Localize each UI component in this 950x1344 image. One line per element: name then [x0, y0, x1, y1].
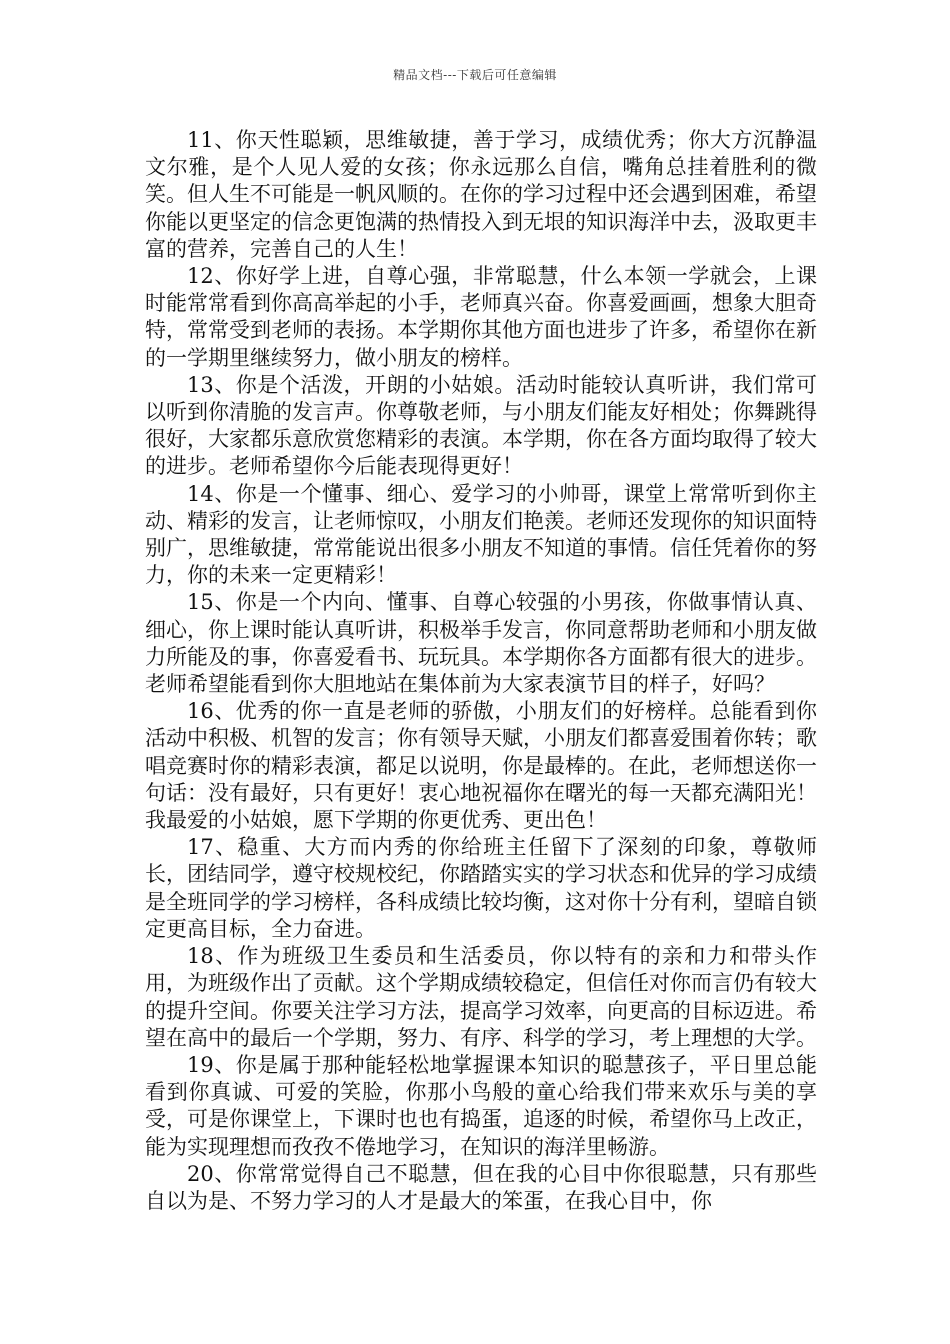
comment-paragraph-15: 15、你是一个内向、懂事、自尊心较强的小男孩，你做事情认真、细心，你上课时能认真听讲，积极举手发言，你同意帮助老师和小朋友做力所能及的事，你喜爱看书、玩玩具。本学期你各方面都有很大的进步。老师希望能看到你大胆地站在集体前为大家表演节目的样子，好吗？	[145, 590, 817, 697]
comment-paragraph-17: 17、稳重、大方而内秀的你给班主任留下了深刻的印象，尊敬师长，团结同学，遵守校规校纪，你踏踏实实的学习状态和优异的学习成绩是全班同学的学习榜样，各科成绩比较均衡，这对你十分有利，望暗自锁定更高目标，全力奋进。	[145, 835, 817, 941]
comment-paragraph-14: 14、你是一个懂事、细心、爱学习的小帅哥，课堂上常常听到你主动、精彩的发言，让老师惊叹，小朋友们艳羡。老师还发现你的知识面特别广，思维敏捷，常常能说出很多小朋友不知道的事情。信任凭着你的努力，你的未来一定更精彩！	[145, 481, 817, 588]
comment-paragraph-18: 18、作为班级卫生委员和生活委员，你以特有的亲和力和带头作用，为班级作出了贡献。这个学期成绩较稳定，但信任对你而言仍有较大的提升空间。你要关注学习方法，提高学习效率，向更高的目标迈进。希望在高中的最后一个学期，努力、有序、科学的学习，考上理想的大学。	[145, 944, 817, 1050]
document-body	[145, 127, 817, 1215]
comment-paragraph-13: 13、你是个活泼，开朗的小姑娘。活动时能较认真听讲，我们常可以听到你清脆的发言声。你尊敬老师，与小朋友们能友好相处；你舞跳得很好，大家都乐意欣赏您精彩的表演。本学期，你在各方面均取得了较大的进步。老师希望你今后能表现得更好！	[145, 372, 817, 479]
comment-paragraph-19: 19、你是属于那种能轻松地掌握课本知识的聪慧孩子，平日里总能看到你真诚、可爱的笑脸，你那小鸟般的童心给我们带来欢乐与美的享受，可是你课堂上，下课时也也有捣蛋，追逐的时候，希望你马上改正，能为实现理想而孜孜不倦地学习，在知识的海洋里畅游。	[145, 1052, 817, 1159]
comment-paragraph-11: 11、你天性聪颖，思维敏捷，善于学习，成绩优秀；你大方沉静温文尔雅，是个人见人爱的女孩；你永远那么自信，嘴角总挂着胜利的微笑。但人生不可能是一帆风顺的。在你的学习过程中还会遇到困难，希望你能以更坚定的信念更饱满的热情投入到无垠的知识海洋中去，汲取更丰富的营养，完善自己的人生！	[145, 128, 817, 261]
comment-paragraph-12: 12、你好学上进，自尊心强，非常聪慧，什么本领一学就会，上课时能常常看到你高高举起的小手，老师真兴奋。你喜爱画画，想象大胆奇特，常常受到老师的表扬。本学期你其他方面也进步了许多，希望你在新的一学期里继续努力，做小朋友的榜样。	[145, 264, 817, 370]
comment-paragraph-16: 16、优秀的你一直是老师的骄傲，小朋友们的好榜样。总能看到你活动中积极、机智的发言；你有领导天赋，小朋友们都喜爱围着你转；歌唱竞赛时你的精彩表演，都足以说明，你是最棒的。在此，老师想送你一句话：没有最好，只有更好！衷心地祝福你在曙光的每一天都充满阳光！我最爱的小姑娘，愿下学期的你更优秀、更出色！	[145, 699, 817, 833]
comment-paragraph-20: 20、你常常觉得自己不聪慧，但在我的心目中你很聪慧，只有那些自以为是、不努力学习的人才是最大的笨蛋，在我心目中，你	[145, 1161, 817, 1213]
page-header: 精品文档---下载后可任意编辑	[393, 68, 557, 82]
